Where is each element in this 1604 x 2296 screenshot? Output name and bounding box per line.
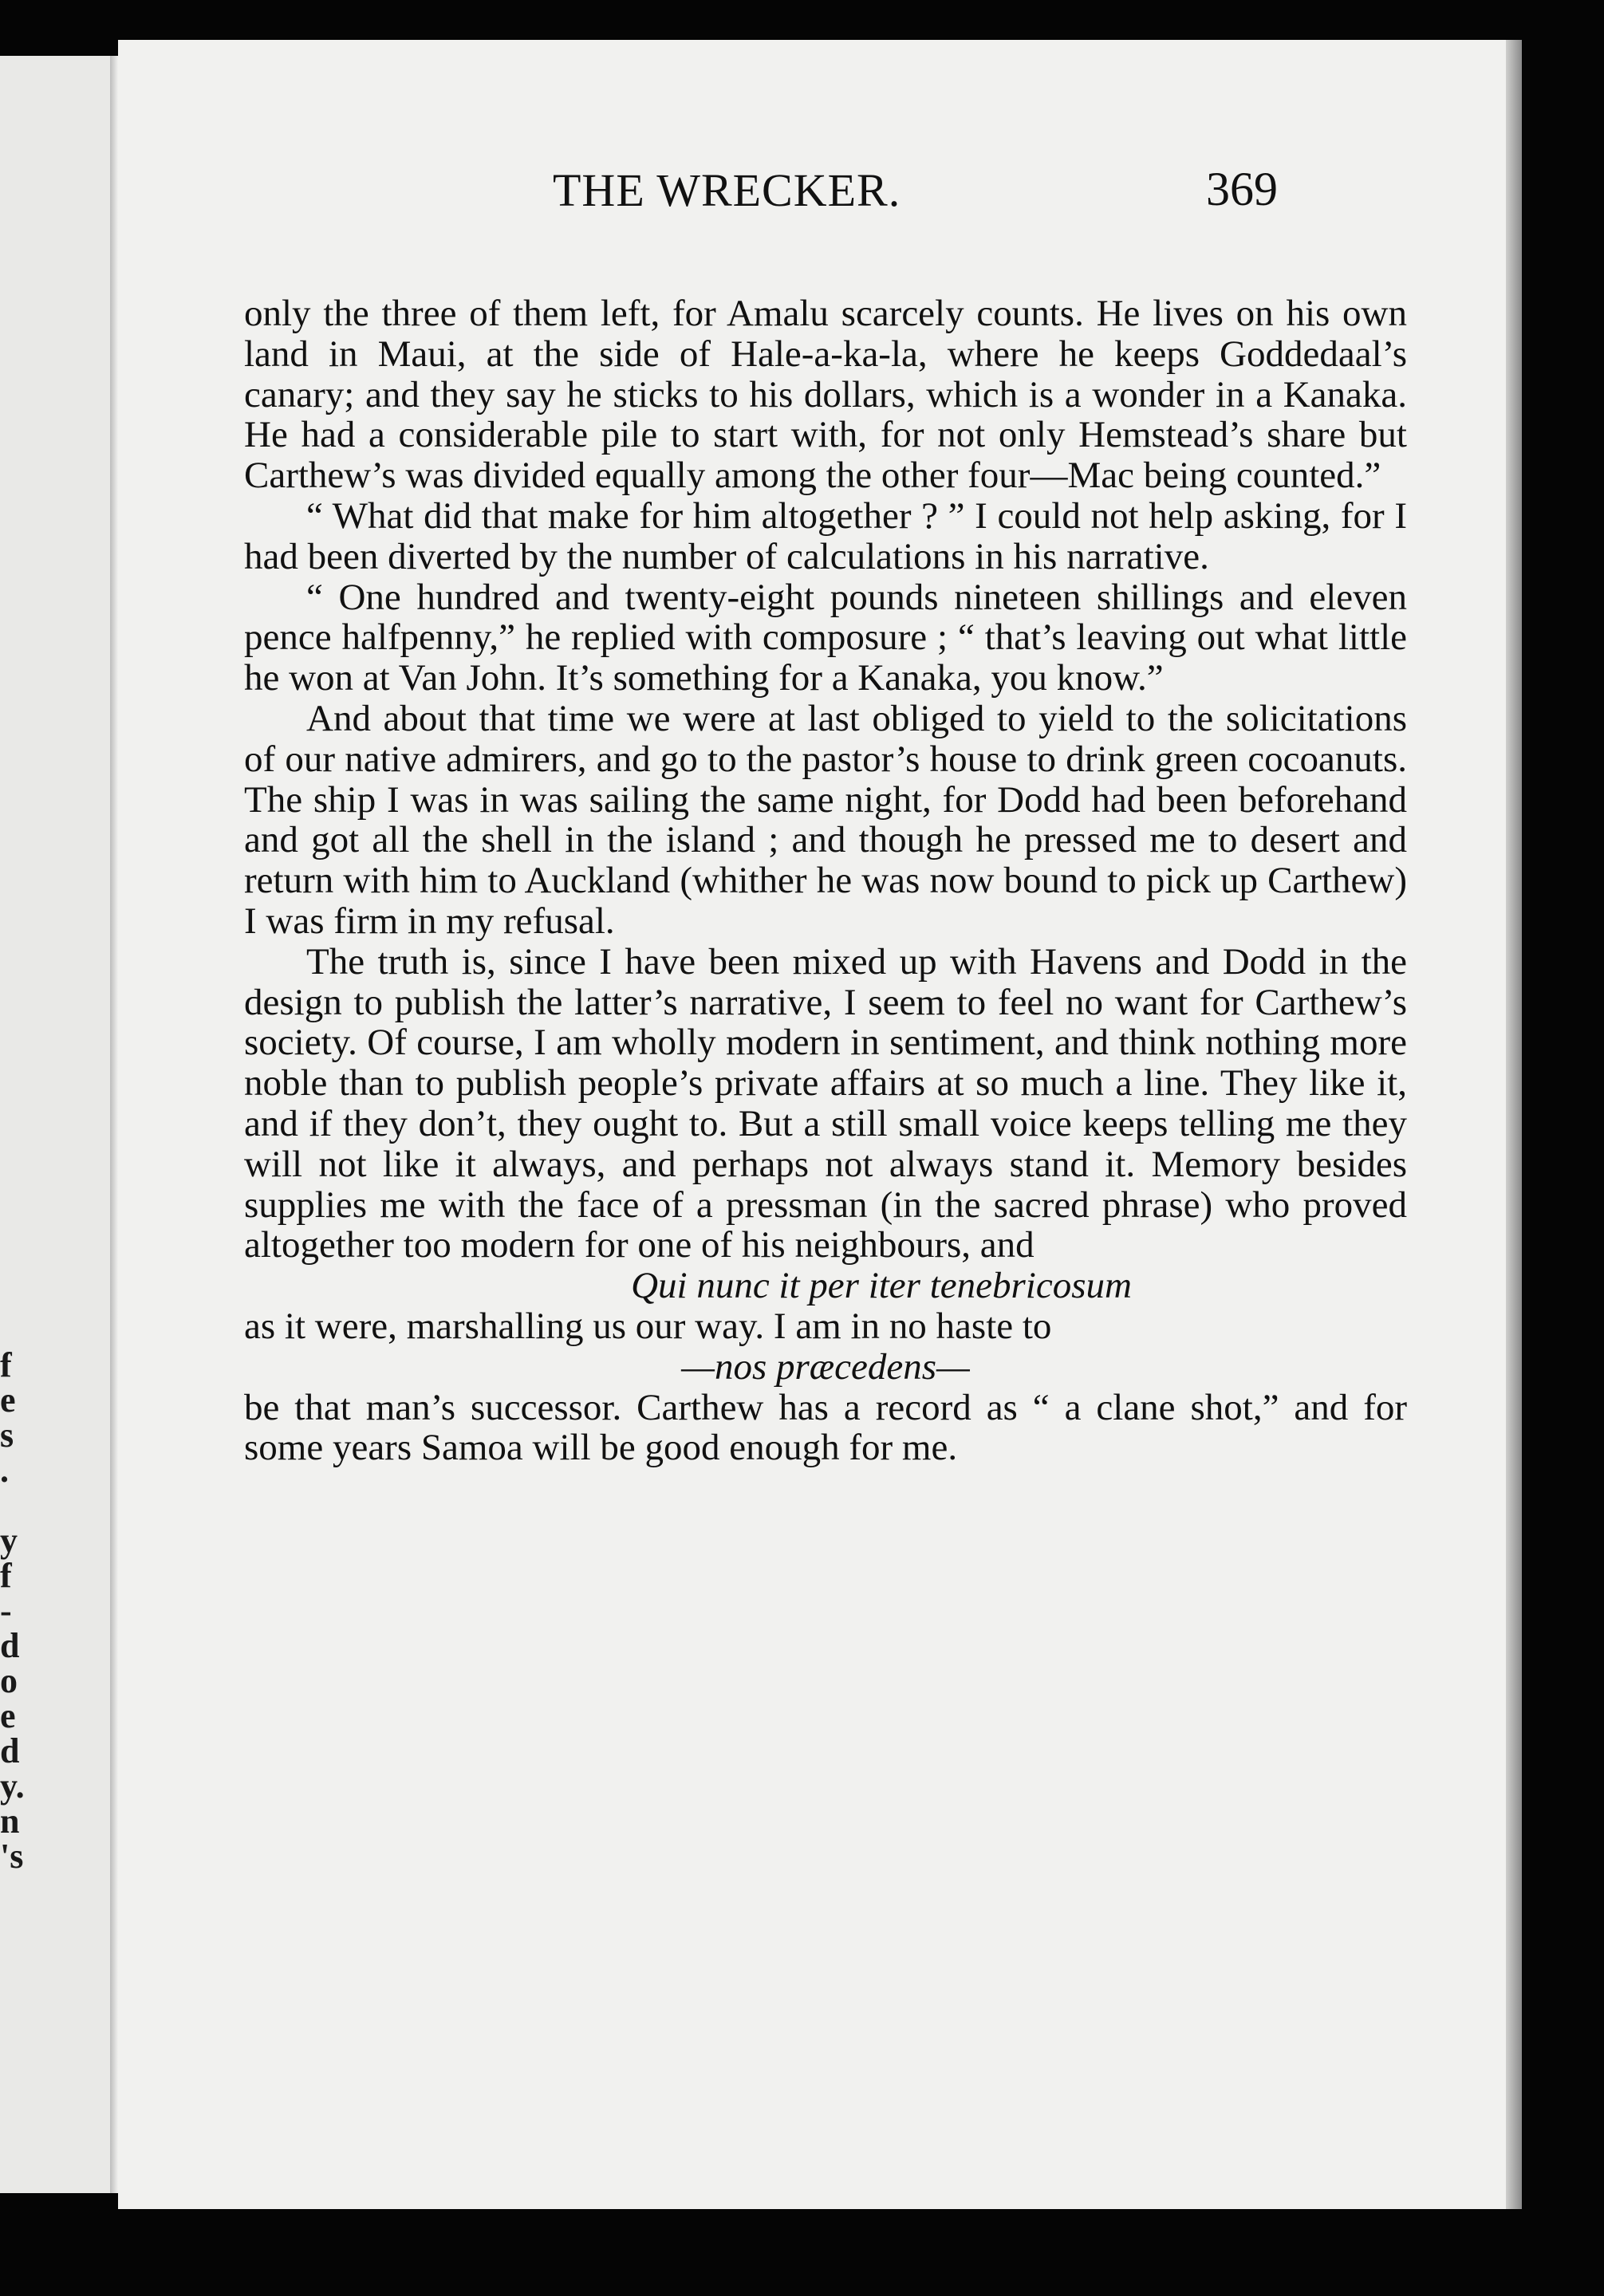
book-gutter [110, 56, 118, 2193]
left-fragment: d [0, 1731, 20, 1770]
latin-verse-quotation: Qui nunc it per iter tenebricosum [631, 1265, 1132, 1307]
paragraph: And about that time we were at last obliged to yield to the solicitations of our native admirers, and go to the pastor’s house to drink green cocoanuts. The ship I was in was sailing the same night, for Dodd had been beforehand and got all the shell in the island ; and though he pressed me to desert and return with him to Auckland (whither he was now bound to pick up Carthew) I was firm in my refusal. [244, 697, 1407, 942]
left-fragment: y [0, 1521, 18, 1560]
left-page-text-fragments [0, 1345, 32, 1876]
book-page [118, 40, 1506, 2209]
left-fragment: f [0, 1345, 12, 1384]
left-fragment: e [0, 1380, 16, 1420]
page-edge-shadow [1506, 40, 1522, 2209]
left-fragment: o [0, 1661, 18, 1700]
left-fragment [0, 1488, 32, 1523]
paragraph: The truth is, since I have been mixed up with Havens and Dodd in the design to publish the latter’s narrative, I seem to feel no want for Carthew’s society. Of course, I am wholly modern in sentiment, and think nothing more noble than to publish people’s private affairs at so much a line. They like it, and if they don’t, they ought to. But a still small voice keeps telling me they will not like it always, and perhaps not always stand it. Memory besides supplies me with the face of a pressman (in the sacred phrase) who proved altogether too modern for one of his neighbours, and [244, 940, 1407, 1266]
closing-paragraph: be that man’s successor. Carthew has a record as “ a clane shot,” and for some years Samoa will be good enough for me. [244, 1386, 1407, 1469]
left-fragment: s [0, 1416, 14, 1455]
left-fragment: 's [0, 1837, 24, 1876]
page-header [118, 163, 1506, 227]
paragraph: only the three of them left, for Amalu scarcely counts. He lives on his own land in Maui, at the side of Hale-a-ka-la, where he keeps Goddedaal’s canary; and they say he sticks to his dollars, which is a wonder in a Kanaka. He had a considerable pile to start with, for not only Hemstead’s share but Carthew’s was divided equally among the other four—Mac being counted.” [244, 293, 1407, 497]
paragraph: “ One hundred and twenty-eight pounds nineteen shillings and eleven pence halfpenny,” he replied with composure ; “ that’s leaving out what little he won at Van John. It’s something for a Kanaka, you know.” [244, 576, 1407, 699]
left-fragment: d [0, 1626, 20, 1665]
left-fragment: e [0, 1696, 16, 1735]
left-fragment: . [0, 1451, 9, 1490]
paragraph: “ What did that make for him altogether ? ” I could not help asking, for I had been diverted by the number of calculations in his narrative. [244, 494, 1407, 577]
left-fragment: y. [0, 1766, 25, 1806]
left-fragment: f [0, 1556, 12, 1595]
page-number: 369 [1206, 163, 1278, 215]
running-title: THE WRECKER. [553, 164, 901, 216]
left-page-edge [0, 56, 112, 2193]
latin-verse-fragment: —nos præcedens— [681, 1345, 970, 1388]
paragraph-continuation: as it were, marshalling us our way. I am in no haste to [244, 1305, 1052, 1347]
page-body [244, 293, 1407, 1468]
left-fragment: - [0, 1591, 12, 1630]
left-fragment: n [0, 1802, 20, 1841]
